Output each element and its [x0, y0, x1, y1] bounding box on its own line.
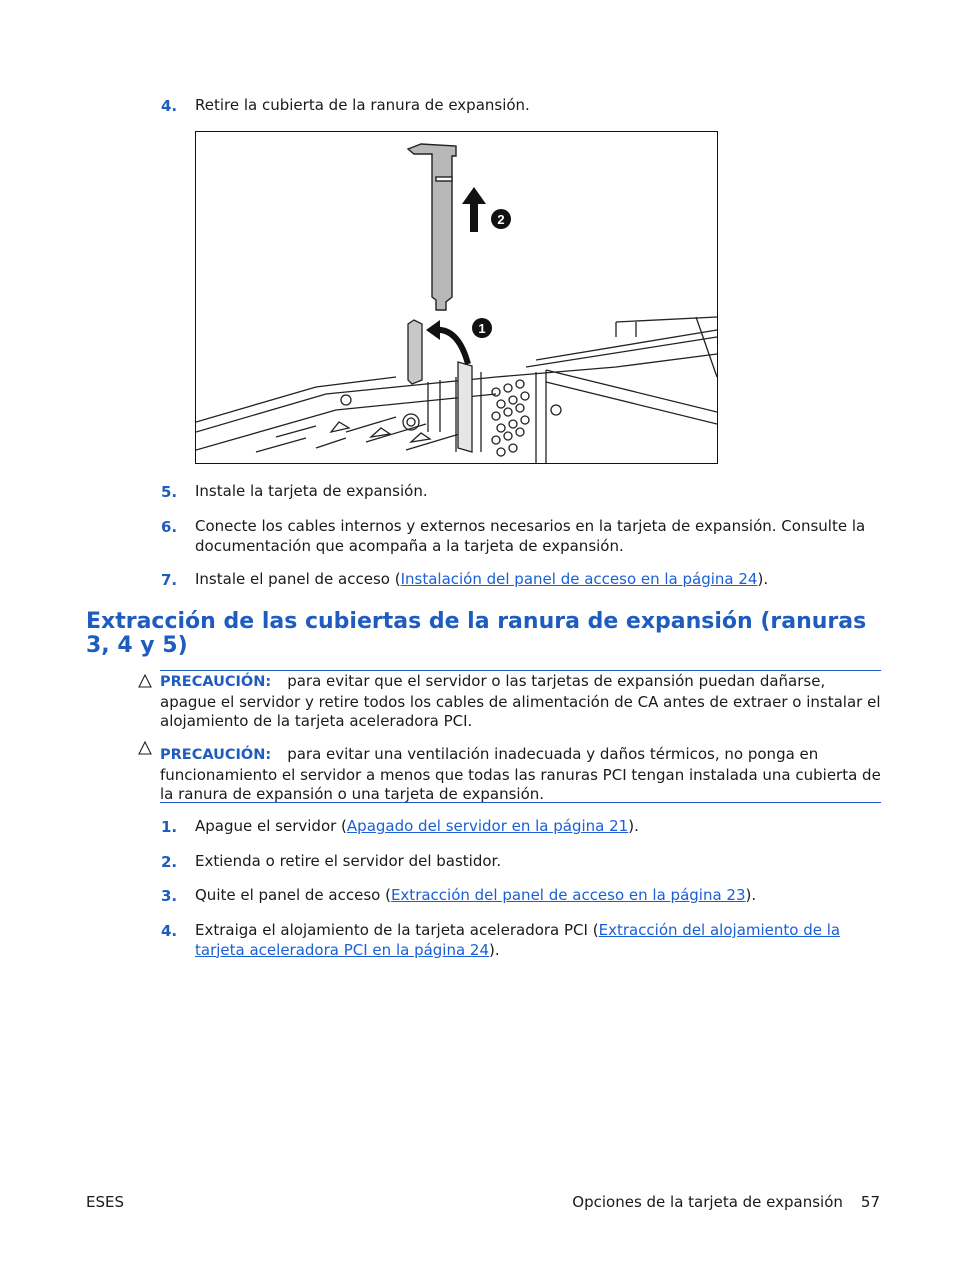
step-number: 3. — [161, 887, 178, 905]
link-remove-pci-riser-cage[interactable]: Extracción del alojamiento de la tarjeta aceleradora PCI en la página 24 — [195, 921, 841, 959]
step-text-pre: Apague el servidor ( — [195, 817, 347, 835]
step-number: 5. — [161, 483, 178, 501]
step-text-pre: Quite el panel de acceso ( — [195, 886, 391, 904]
warning-triangle-icon — [138, 741, 152, 755]
step-number: 2. — [161, 853, 178, 871]
expansion-slot-cover-illustration — [195, 131, 718, 464]
step-text-pre: Instale el panel de acceso ( — [195, 570, 401, 588]
step-text — [195, 886, 885, 906]
caution-bottom-rule — [160, 802, 881, 803]
step-text-post: ). — [757, 570, 769, 588]
caution-text — [160, 745, 884, 805]
step-text: Retire la cubierta de la ranura de expansión. — [195, 96, 530, 114]
step-text-post: ). — [745, 886, 757, 904]
link-power-down-server[interactable]: Apagado del servidor en la página 21 — [346, 817, 629, 835]
step-number: 1. — [161, 818, 178, 836]
caution-label: PRECAUCIÓN: — [160, 747, 272, 763]
svg-text:1: 1 — [478, 321, 486, 336]
step-text-pre: Extraiga el alojamiento de la tarjeta aceleradora PCI ( — [195, 921, 599, 939]
step-text-post: ). — [628, 817, 639, 835]
callout-2 — [491, 209, 511, 229]
callout-1 — [472, 318, 492, 338]
footer-section-title: Opciones de la tarjeta de expansión — [572, 1193, 843, 1211]
svg-text:2: 2 — [497, 212, 505, 227]
warning-triangle-icon — [138, 674, 152, 688]
step-text — [195, 921, 875, 960]
section-heading: Extracción de las cubiertas de la ranura de expansión (ranuras 3, 4 y 5) — [86, 609, 867, 658]
page-number: 57 — [860, 1193, 880, 1211]
footer-right — [572, 1193, 880, 1211]
step-number: 4. — [161, 97, 178, 115]
step-text-post: ). — [489, 940, 500, 959]
step-text — [195, 817, 885, 837]
step-number: 6. — [161, 518, 178, 536]
step-number: 7. — [161, 571, 178, 589]
step-text: Extienda o retire el servidor del bastidor. — [195, 852, 502, 870]
caution-top-rule — [160, 670, 881, 671]
step-number: 4. — [161, 922, 178, 940]
caution-message: para evitar una ventilación inadecuada y daños térmicos, no ponga en funcionamiento el servidor a menos que todas las ranuras PCI tengan instalada una cubierta de la ranura de expansión o una tarjeta de expansión. — [160, 745, 881, 803]
link-install-access-panel[interactable]: Instalación del panel de acceso en la página 24 — [400, 570, 758, 588]
footer-left-code: ESES — [86, 1193, 124, 1211]
step-text — [195, 570, 885, 590]
step-text: Conecte los cables internos y externos necesarios en la tarjeta de expansión. Consulte la documentación que acompaña a la tarjeta de expansión. — [195, 517, 866, 555]
caution-message: para evitar que el servidor o las tarjetas de expansión puedan dañarse, apague el servidor y retire todos los cables de alimentación de CA antes de extraer o instalar el alojamiento de la tarjeta aceleradora PCI. — [160, 672, 881, 730]
caution-text — [160, 672, 884, 732]
link-remove-access-panel[interactable]: Extracción del panel de acceso en la página 23 — [390, 886, 746, 904]
caution-label: PRECAUCIÓN: — [160, 674, 272, 690]
step-text: Instale la tarjeta de expansión. — [195, 482, 428, 500]
